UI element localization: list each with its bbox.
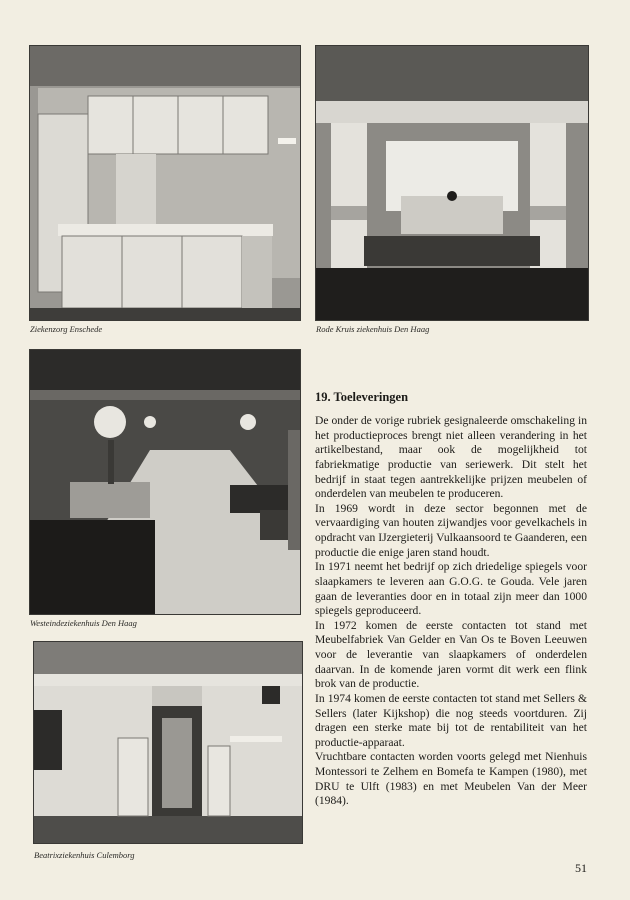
paragraph: In 1974 komen de eerste contacten tot stand met Sellers & Sellers (later Kijkshop) die nog steeds voortduren. Zij dragen een sterke mate bij tot de rentabiliteit van het productie-apparaat. [315, 691, 587, 749]
paragraph: De onder de vorige rubriek gesignaleerde omschakeling in het productieproces brengt niet alleen verandering in het artikelbestand, maar ook de mogelijkheid tot fabriekmatige productie van seriewerk. Dit stelt het bedrijf in staat tegen aantrekkelijke prijzen meubelen of onderdelen van meubelen te produceren. [315, 414, 587, 501]
article-body [315, 414, 587, 809]
paragraph: In 1969 wordt in deze sector begonnen met de vervaardiging van houten zijwandjes voor gevelkachels in opdracht van IJzergieterij Vulkaansoord te Gaanderen, een productie die enige jaren stand houdt. [315, 501, 587, 559]
photo-caption: Westeindeziekenhuis Den Haag [30, 618, 137, 628]
paragraph: Vruchtbare contacten worden voorts gelegd met Nienhuis Montessori te Zelhem en Bomefa te Kampen (1980), met DRU te Ulft (1983) en met Meubelen Van der Meer (1984). [315, 750, 587, 808]
photo-caption: Rode Kruis ziekenhuis Den Haag [316, 324, 430, 334]
paragraph: In 1972 komen de eerste contacten tot stand met Meubelfabriek Van Gelder en Van Os te Boven Leeuwen voor de leverantie van slaapkamers of onderdelen daarvan. In de komende jaren vormt dit werk een flink brok van de productie. [315, 618, 587, 691]
paragraph: In 1971 neemt het bedrijf op zich driedelige spiegels voor slaapkamers te leveren aan G.O.G. te Gouda. Vele jaren gaan de leveranties door en in totaal zijn meer dan 1000 spiegels geproduceerd. [315, 560, 587, 618]
photo-beatrix-culemborg [33, 641, 303, 844]
photo-ziekenzorg-enschede [29, 45, 301, 321]
section-title: 19. Toeleveringen [315, 390, 409, 404]
photo-westeinde-den-haag [29, 349, 301, 615]
photo-caption: Beatrixziekenhuis Culemborg [34, 850, 135, 860]
photo-caption: Ziekenzorg Enschede [30, 324, 103, 334]
photo-rode-kruis-den-haag [315, 45, 589, 321]
page-number: 51 [575, 861, 587, 875]
